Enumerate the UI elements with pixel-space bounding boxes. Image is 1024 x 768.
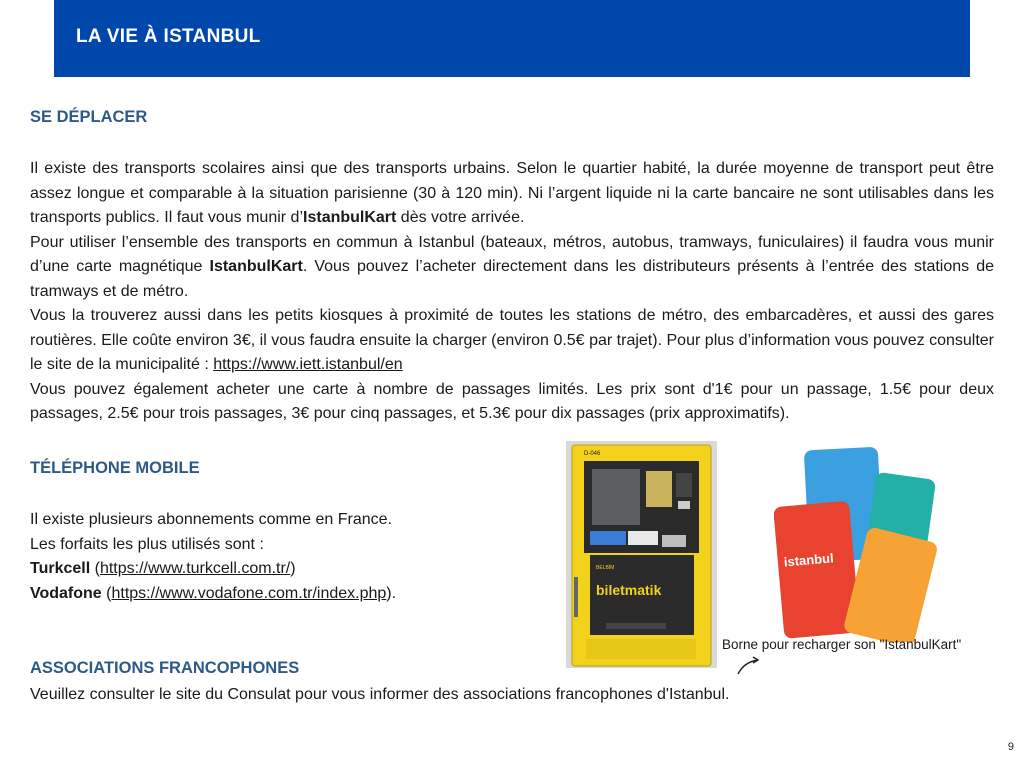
transport-paragraph-2: Pour utiliser l’ensemble des transports en commun à Istanbul (bateaux, métros, autobus, tramways, funiculaires) il faudra vous munir d’une carte magnétique IstanbulKart. Vous pouvez l’acheter directement dans les distributeurs présents à l’entrée des stations de tramways et de métro. <box>30 233 994 300</box>
curved-arrow-icon <box>734 654 764 678</box>
header-banner <box>54 0 970 77</box>
page-title: LA VIE À ISTANBUL <box>76 26 261 47</box>
kiosk-brand-label: biletmatik <box>596 582 662 598</box>
mobile-line-1: Il existe plusieurs abonnements comme en France. <box>30 511 392 528</box>
transport-paragraphs <box>30 157 994 427</box>
associations-text: Veuillez consulter le site du Consulat pour vous informer des associations francophones d'Istanbul. <box>30 686 730 703</box>
card-brand-label: istanbul <box>783 550 835 570</box>
image-caption: Borne pour recharger son "IstanbulKart" <box>722 637 962 652</box>
kiosk-id-label: D-046 <box>584 451 601 457</box>
transport-paragraph-1: Il existe des transports scolaires ainsi que des transports urbains. Selon le quartier habité, la durée moyenne de transport peut être assez longue et comparable à la situation parisienne (30 à 120 min). Ni l’argent liquide ni la carte bancaire ne sont utilisables dans les transports publics. Il faut vous munir d’IstanbulKart dès votre arrivée. <box>30 160 994 226</box>
transport-paragraph-3: Vous la trouverez aussi dans les petits kiosques à proximité de toutes les stations de métro, des embarcadères, et aussi des gares routières. Elle coûte environ 3€, il vous faudra ensuite la charger (environ 0.5€ par trajet). Pour plus d’information vous pouvez consulter le site de la municipalité : https://www.iett.istanbul/en <box>30 307 994 373</box>
istanbulkart-cards-image <box>774 442 940 642</box>
section-title-transport: SE DÉPLACER <box>30 108 148 126</box>
istanbulkart-bold: IstanbulKart <box>209 258 303 275</box>
kiosk-small-label: BELBİM <box>596 565 615 571</box>
biletmatik-kiosk-image <box>566 441 717 668</box>
vodafone-link[interactable]: https://www.vodafone.com.tr/index.php <box>111 584 387 602</box>
section-title-mobile: TÉLÉPHONE MOBILE <box>30 459 200 477</box>
section-title-associations: ASSOCIATIONS FRANCOPHONES <box>30 659 300 677</box>
page-number: 9 <box>1007 741 1014 753</box>
turkcell-line: Turkcell (https://www.turkcell.com.tr/) <box>30 560 296 577</box>
transport-paragraph-4: Vous pouvez également acheter une carte à nombre de passages limités. Les prix sont d'1€ pour un passage, 1.5€ pour deux passages, 2.5€ pour trois passages, 3€ pour cinq passages, et 5.3€ pour dix passages (prix approximatifs). <box>30 380 994 422</box>
mobile-text <box>30 508 396 606</box>
mobile-line-2: Les forfaits les plus utilisés sont : <box>30 535 264 553</box>
iett-link[interactable]: https://www.iett.istanbul/en <box>213 356 403 373</box>
vodafone-line: Vodafone (https://www.vodafone.com.tr/index.php). <box>30 584 397 602</box>
turkcell-link[interactable]: https://www.turkcell.com.tr/ <box>99 560 291 577</box>
istanbulkart-bold: IstanbulKart <box>303 209 397 226</box>
